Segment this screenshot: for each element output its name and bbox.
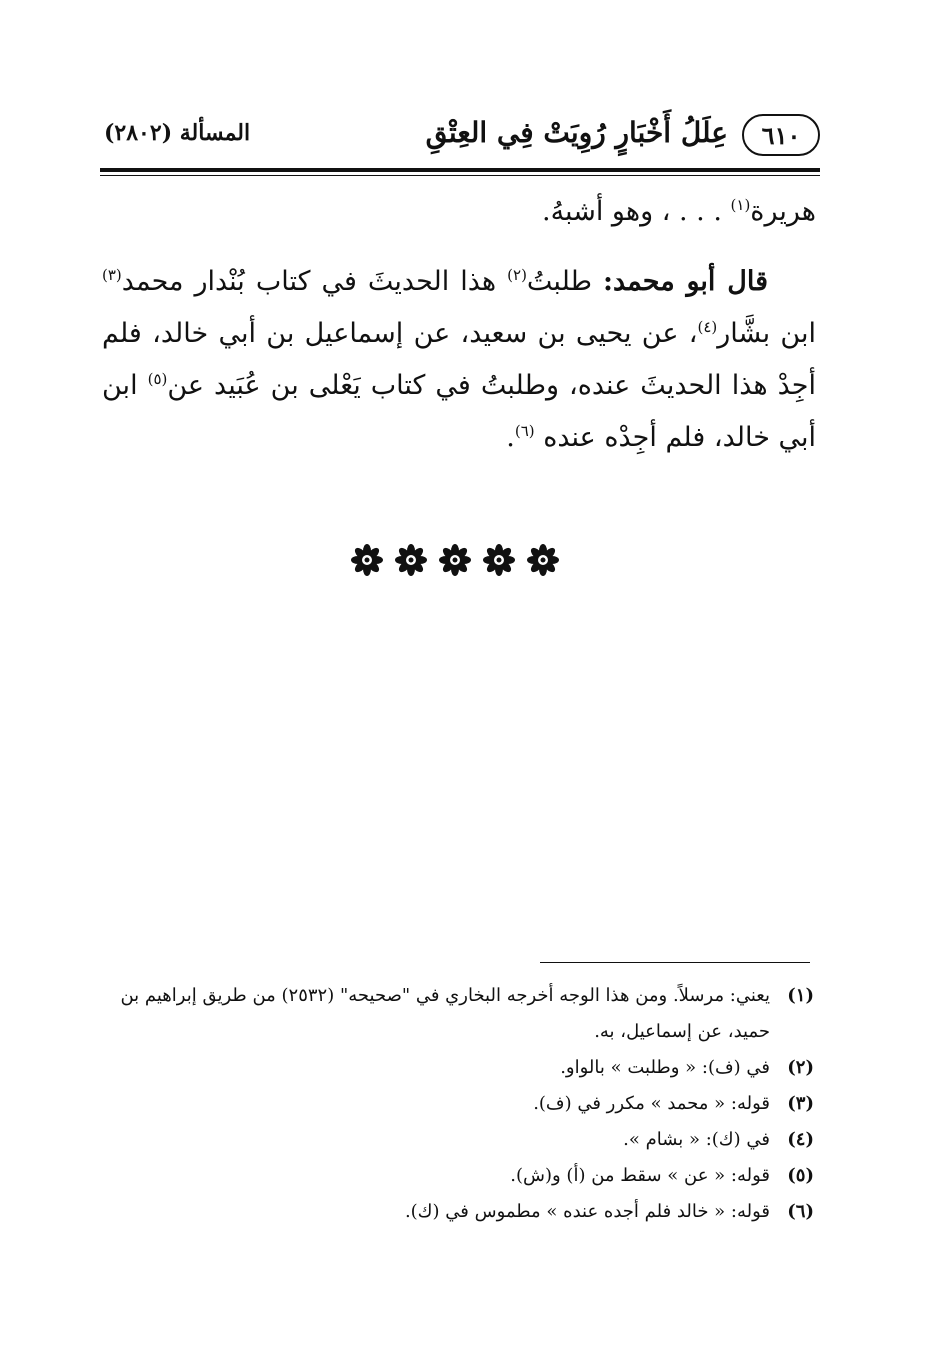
header-rule-thin (100, 175, 820, 176)
footnote-ref: (٦) (514, 422, 535, 440)
paragraph (102, 256, 816, 464)
footnote-number: (٢) (787, 1057, 814, 1078)
footnote-ref: (٥) (147, 370, 168, 388)
footnote-ref: (٢) (507, 266, 527, 284)
main-text (102, 186, 816, 464)
header-rule-thick (100, 168, 820, 172)
footnote-text: يعني: مرسلاً. ومن هذا الوجه أخرجه البخاري في "صحيحه" (٢٥٣٢) من طريق إبراهيم بن حميد، عن إسماعيل، به. (120, 985, 770, 1042)
footnote-ref: (١) (730, 196, 751, 214)
footnote-number: (٦) (787, 1201, 814, 1222)
footnote-number: (٥) (787, 1165, 814, 1186)
footnote-number: (٣) (787, 1093, 814, 1114)
text-segment: ابن بشَّار (717, 318, 816, 349)
footnote-text: قوله: « خالد فلم أجده عنده » مطموس في (ك). (404, 1201, 770, 1222)
text-segment: هريرة (750, 196, 816, 227)
text-segment: . . . ، وهو أشبهُ. (542, 196, 731, 227)
book-title: عِلَلُ أَخْبَارٍ رُوِيَتْ فِي العِتْقِ (425, 116, 728, 149)
opening-line (102, 186, 816, 238)
text-segment: طلبتُ (526, 266, 604, 297)
footnote-text: قوله: « عن » سقط من (أ) و(ش). (510, 1165, 770, 1186)
text-segment: ابن أبي خالد، فلم أجِدْه عنده (102, 370, 816, 453)
ornament-divider (350, 540, 560, 580)
speaker-label: قال أبو محمد: (603, 266, 768, 297)
text-segment: ، عن يحيى بن سعيد، عن إسماعيل بن أبي خالد، فلم أجِدْ هذا الحديثَ عنده، وطلبتُ في كتاب يَعْلى بن عُبَيد عن (102, 318, 816, 401)
footnote-number: (٤) (787, 1129, 814, 1150)
footnote-ref: (٤) (697, 318, 718, 336)
footnotes (102, 978, 814, 1230)
footnote-item (102, 1050, 814, 1086)
star-ornament-icon (482, 543, 516, 577)
footnote-ref: (٣) (102, 266, 122, 284)
star-ornament-icon (350, 543, 384, 577)
footnote-separator (540, 962, 810, 963)
footnote-item (102, 1194, 814, 1230)
page-header (100, 112, 820, 162)
page-number: ٦١٠ (742, 114, 820, 156)
footnote-item (102, 1122, 814, 1158)
star-ornament-icon (394, 543, 428, 577)
star-ornament-icon (438, 543, 472, 577)
footnote-number: (١) (787, 985, 814, 1006)
footnote-text: في (ك): « بشام ». (623, 1129, 770, 1150)
issue-label: المسألة (٢٨٠٢) (104, 120, 251, 146)
footnote-item (102, 978, 814, 1050)
text-segment: هذا الحديثَ في كتاب بُنْدار محمد (121, 266, 508, 297)
footnote-text: قوله: « محمد » مكرر في (ف). (533, 1093, 770, 1114)
footnote-item (102, 1158, 814, 1194)
footnote-text: في (ف): « وطلبت » بالواو. (560, 1057, 770, 1078)
text-segment: . (506, 422, 515, 453)
star-ornament-icon (526, 543, 560, 577)
footnote-item (102, 1086, 814, 1122)
